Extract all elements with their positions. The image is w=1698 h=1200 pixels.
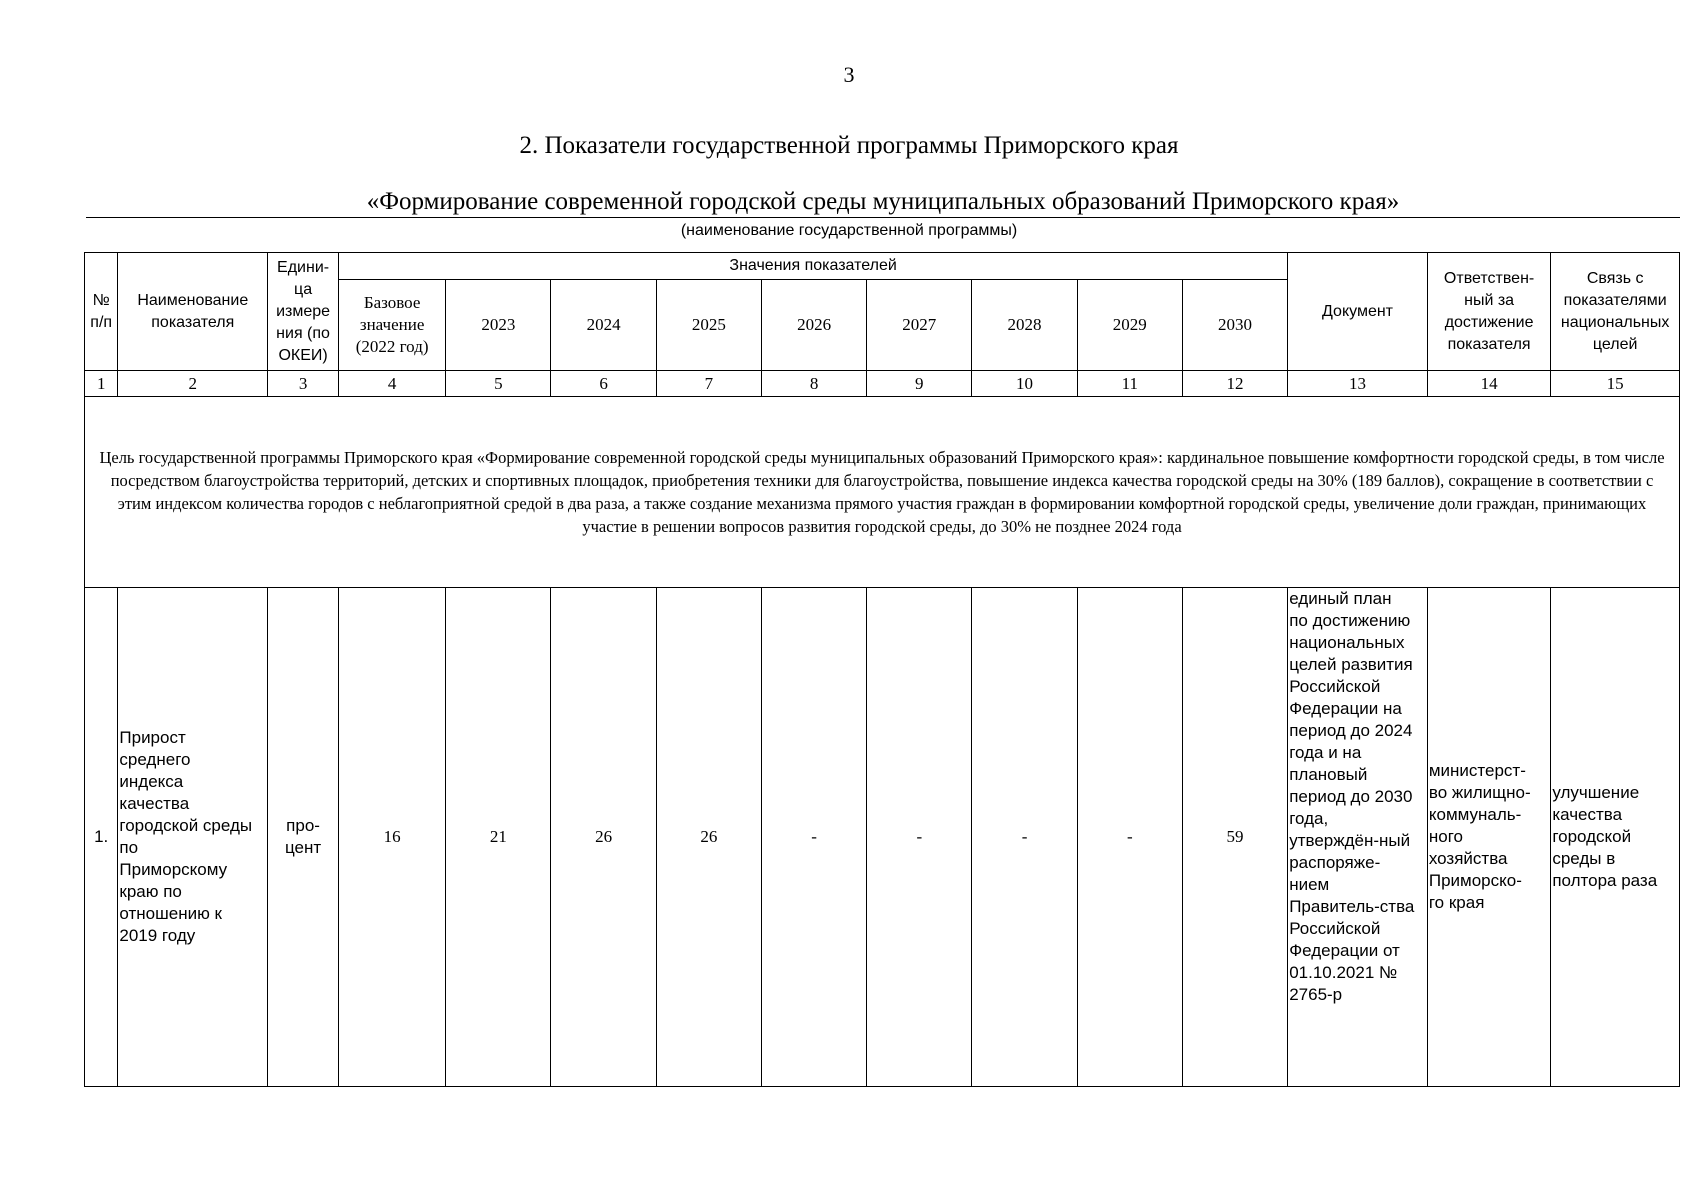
- column-number: 4: [338, 371, 445, 397]
- row-base-value: 16: [338, 588, 445, 1087]
- header-document: Документ: [1288, 253, 1428, 371]
- section-title: 2. Показатели государственной программы Приморского края: [519, 132, 1179, 159]
- column-number: 11: [1077, 371, 1182, 397]
- row-value-2026: -: [761, 588, 866, 1087]
- column-number: 8: [761, 371, 866, 397]
- column-number: 15: [1551, 371, 1680, 397]
- header-unit: Едини- ца измере ния (по ОКЕИ): [268, 253, 339, 371]
- header-link: Связь с показателями национальных целей: [1551, 253, 1680, 371]
- header-year: 2026: [761, 280, 866, 371]
- header-year: 2024: [551, 280, 656, 371]
- row-value-2028: -: [972, 588, 1077, 1087]
- header-num: № п/п: [85, 253, 118, 371]
- column-number: 7: [656, 371, 761, 397]
- column-number: 13: [1288, 371, 1428, 397]
- header-responsible: Ответствен- ный за достижение показателя: [1427, 253, 1550, 371]
- column-number: 9: [867, 371, 972, 397]
- row-national-link: улучшение качества городской среды в полтора раза: [1551, 588, 1680, 1087]
- row-value-2025: 26: [656, 588, 761, 1087]
- column-number: 6: [551, 371, 656, 397]
- column-number: 5: [446, 371, 551, 397]
- row-responsible: министерст- во жилищно- коммуналь- ного хозяйства Приморско- го края: [1427, 588, 1550, 1087]
- header-year: 2027: [867, 280, 972, 371]
- header-year: 2028: [972, 280, 1077, 371]
- page-number: 3: [843, 62, 855, 87]
- row-value-2023: 21: [446, 588, 551, 1087]
- header-year: 2030: [1182, 280, 1287, 371]
- column-number: 14: [1427, 371, 1550, 397]
- goal-row: [85, 397, 1680, 588]
- header-year: 2023: [446, 280, 551, 371]
- header-year: 2025: [656, 280, 761, 371]
- header-base: Базовое значение (2022 год): [338, 280, 445, 371]
- column-number: 12: [1182, 371, 1287, 397]
- row-value-2027: -: [867, 588, 972, 1087]
- column-number: 10: [972, 371, 1077, 397]
- row-document: единый план по достижению национальных целей развития Российской Федерации на период до 2024 года и на плановый период до 2030 года, утверждён-ный распоряже- нием Правитель-ства Российской Федерации от 01.10.2021 № 2765-р: [1288, 588, 1428, 1087]
- header-year: 2029: [1077, 280, 1182, 371]
- column-number: 3: [268, 371, 339, 397]
- header-row-1: [85, 253, 1680, 280]
- table-row: [85, 588, 1680, 1087]
- row-value-2030: 59: [1182, 588, 1287, 1087]
- column-number: 1: [85, 371, 118, 397]
- program-name: «Формирование современной городской среды муниципальных образований Приморского края»: [86, 188, 1680, 218]
- row-indicator-name: Прирост среднего индекса качества городской среды по Приморскому краю по отношению к 2019 году: [118, 588, 268, 1087]
- row-value-2029: -: [1077, 588, 1182, 1087]
- row-value-2024: 26: [551, 588, 656, 1087]
- column-number-row: [85, 371, 1680, 397]
- header-name: Наименование показателя: [118, 253, 268, 371]
- indicators-table: [84, 252, 1680, 1087]
- column-number: 2: [118, 371, 268, 397]
- header-values-group: Значения показателей: [338, 253, 1287, 280]
- row-unit: про- цент: [268, 588, 339, 1087]
- program-caption: (наименование государственной программы): [680, 222, 1018, 239]
- program-goal: Цель государственной программы Приморского края «Формирование современной городской среды муниципальных образований Приморского края»: кардинальное повышение комфортности городской среды, в том числе посредством благоустройства территорий, детских и спортивных площадок, приобретения техники для благоустройства, повышение индекса качества городской среды на 30% (189 баллов), сокращение в соответствии с этим индексом количества городов с неблагоприятной средой в два раза, а также создание механизма прямого участия граждан в формировании комфортной городской среды, увеличение доли граждан, принимающих участие в решении вопросов развития городской среды, до 30% не позднее 2024 года: [85, 397, 1680, 588]
- row-num: 1.: [85, 588, 118, 1087]
